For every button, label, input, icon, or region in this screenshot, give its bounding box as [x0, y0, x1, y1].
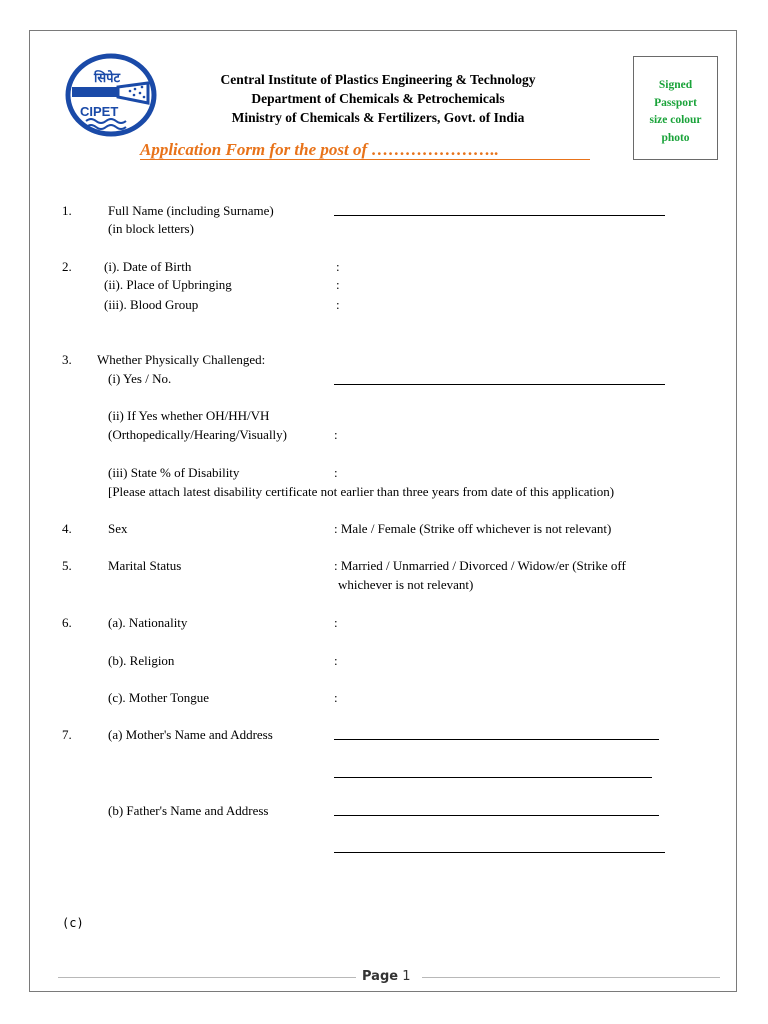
form-title: Application Form for the post of ………………….. [140, 140, 499, 159]
cipet-logo [64, 53, 158, 138]
marital-value-line2: whichever is not relevant) [338, 577, 474, 592]
block-letters-note: (in block letters) [108, 221, 194, 236]
sex-label: Sex [108, 521, 128, 536]
item-number-5: 5. [62, 558, 72, 573]
ortho-colon: : [334, 427, 338, 442]
footer-rule-right [422, 977, 720, 978]
department-name: Department of Chemicals & Petrochemicals [251, 91, 505, 106]
photo-line-4: photo [661, 131, 690, 144]
religion-colon: : [334, 653, 338, 668]
upbringing-label: (ii). Place of Upbringing [104, 277, 232, 292]
religion-label: (b). Religion [108, 653, 175, 668]
institute-name: Central Institute of Plastics Engineering & Technology [220, 72, 536, 87]
photo-line-3: size colour [649, 114, 702, 126]
attach-certificate-note: [Please attach latest disability certificate not earlier than three years from date of this application) [108, 484, 615, 499]
item-c: (c) [62, 916, 84, 930]
father-name-label: (b) Father's Name and Address [108, 803, 269, 818]
yes-no-label: (i) Yes / No. [108, 371, 172, 386]
mother-address-field-2[interactable] [334, 777, 652, 778]
page-number-value: 1 [402, 969, 411, 984]
blood-group-label: (iii). Blood Group [104, 297, 199, 312]
nationality-colon: : [334, 615, 338, 630]
upbringing-colon: : [336, 277, 340, 292]
photo-line-1: Signed [658, 79, 693, 91]
photo-line-2: Passport [654, 96, 697, 109]
disability-colon: : [334, 465, 338, 480]
ortho-label: (Orthopedically/Hearing/Visually) [108, 427, 287, 442]
ministry-name: Ministry of Chemicals & Fertilizers, Govt. of India [231, 110, 525, 125]
mother-name-label: (a) Mother's Name and Address [108, 727, 273, 742]
full-name-label: Full Name (including Surname) [108, 203, 274, 218]
page-number [362, 969, 411, 984]
logo-text: CIPET [80, 104, 119, 119]
page-border [29, 30, 737, 992]
dob-colon: : [336, 259, 340, 274]
yes-no-field[interactable] [334, 384, 665, 385]
nationality-label: (a). Nationality [108, 615, 188, 630]
mother-tongue-colon: : [334, 690, 338, 705]
physically-challenged-label: Whether Physically Challenged: [97, 352, 266, 367]
if-yes-label: (ii) If Yes whether OH/HH/VH [108, 408, 270, 423]
full-name-field[interactable] [334, 215, 665, 216]
photo-box [633, 56, 718, 160]
father-address-field-1[interactable] [334, 815, 659, 816]
page-label: Page [362, 969, 399, 984]
logo-hindi: सिपेट [94, 71, 121, 86]
item-number-2: 2. [62, 259, 72, 274]
item-number-7: 7. [62, 727, 72, 742]
sex-value: : Male / Female (Strike off whichever is not relevant) [334, 521, 612, 536]
mother-address-field-1[interactable] [334, 739, 659, 740]
item-number-4: 4. [62, 521, 72, 536]
disability-label: (iii) State % of Disability [108, 465, 240, 480]
item-number-1: 1. [62, 203, 72, 218]
item-number-6: 6. [62, 615, 72, 630]
father-address-field-2[interactable] [334, 852, 665, 853]
blood-group-colon: : [336, 297, 340, 312]
mother-tongue-label: (c). Mother Tongue [108, 690, 210, 705]
form-title-underline [140, 159, 590, 160]
dob-label: (i). Date of Birth [104, 259, 192, 274]
marital-status-label: Marital Status [108, 558, 182, 573]
marital-value-line1: : Married / Unmarried / Divorced / Widow/er (Strike off [334, 558, 626, 573]
footer-rule-left [58, 977, 356, 978]
item-number-3: 3. [62, 352, 72, 367]
